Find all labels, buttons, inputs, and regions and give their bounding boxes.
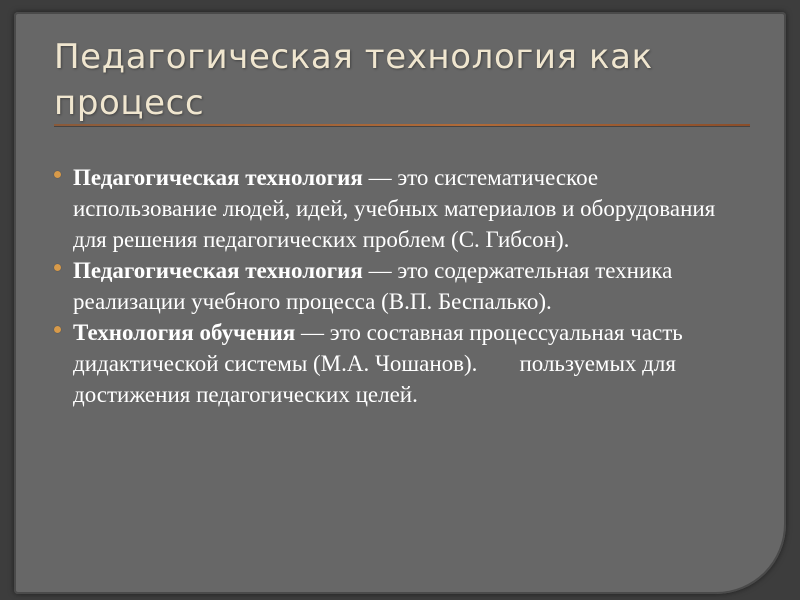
bullet-icon <box>54 326 61 333</box>
bullet-list <box>54 162 744 410</box>
list-item <box>54 317 744 410</box>
item-term: Педагогическая технология <box>73 165 363 190</box>
list-item <box>54 162 744 255</box>
item-term: Технология обучения <box>73 320 296 345</box>
item-text: — это систематическое использование людей, идей, учебных материалов и оборудования для решения педагогических проблем (С. Гибсон). <box>73 165 716 252</box>
bullet-icon <box>54 264 61 271</box>
item-text: — это составная процессуальная часть дидактической системы (М.А. Чошанов). <box>73 320 683 376</box>
bullet-icon <box>54 171 61 178</box>
slide <box>14 12 786 594</box>
item-text: — это содержательная техника реализации учебного процесса (В.П. Беспалько). <box>73 258 673 314</box>
item-term: Педагогическая технология <box>73 258 363 283</box>
list-item <box>54 255 744 317</box>
item-tail: пользуемых для достижения педагогических целей. <box>73 351 676 407</box>
title-divider <box>54 124 750 126</box>
slide-title: Педагогическая технология как процесс <box>54 37 653 123</box>
